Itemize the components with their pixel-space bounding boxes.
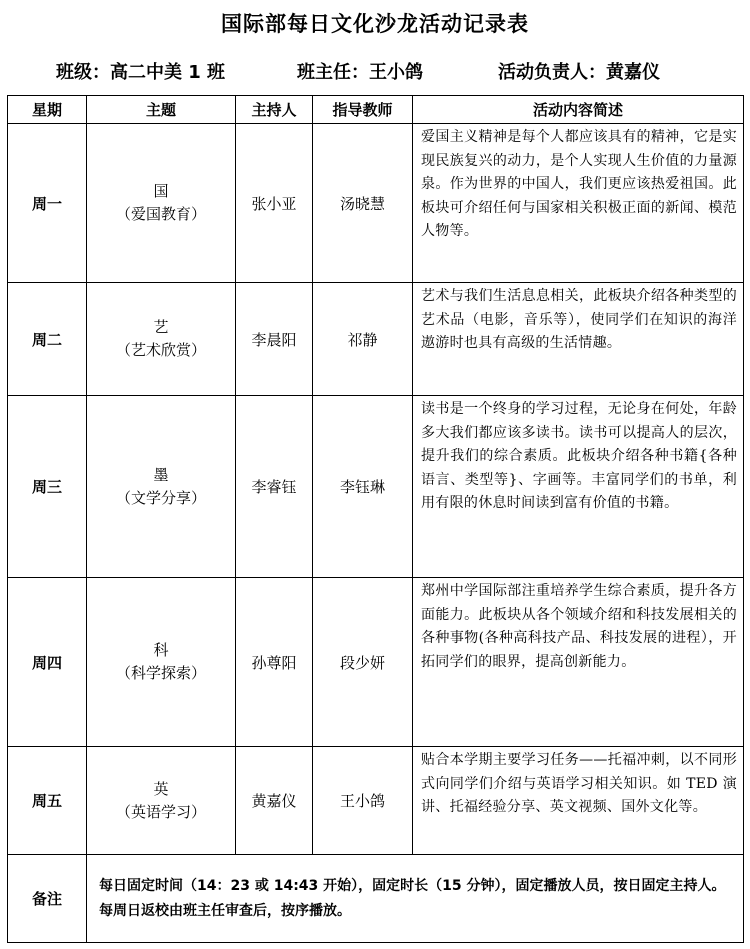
advisor-cell: 王小鸽	[313, 747, 413, 855]
host-cell: 黄嘉仪	[236, 747, 313, 855]
header-host: 主持人	[236, 96, 313, 124]
topic-cell	[87, 747, 236, 855]
host-cell: 张小亚	[236, 124, 313, 283]
note-text: 每日固定时间（14：23 或 14:43 开始），固定时长（15 分钟），固定播放人员，按日固定主持人。每周日返校由班主任审查后，按序播放。	[87, 855, 744, 943]
table-row	[8, 578, 744, 747]
host-cell: 李晨阳	[236, 283, 313, 396]
advisor-cell: 汤晓慧	[313, 124, 413, 283]
weekday-cell: 周二	[8, 283, 87, 396]
topic-title: 艺	[153, 318, 169, 336]
activity-leader-label: 活动负责人：黄嘉仪	[498, 62, 660, 83]
note-label: 备注	[8, 855, 87, 943]
topic-title: 英	[153, 779, 169, 798]
advisor-cell: 段少妍	[313, 578, 413, 747]
advisor-cell: 李钰琳	[313, 396, 413, 578]
note-row	[8, 855, 744, 943]
head-teacher-label: 班主任：王小鸽	[297, 62, 423, 83]
description-cell: 爱国主义精神是每个人都应该具有的精神，它是实现民族复兴的动力，是个人实现人生价值的力量源泉。作为世界的中国人，我们更应该热爱祖国。此板块可介绍任何与国家相关积极正面的新闻、模范人物等。	[413, 124, 744, 283]
table-header-row	[8, 96, 744, 124]
weekday-cell: 周五	[8, 747, 87, 855]
topic-subtitle: （文学分享）	[115, 488, 206, 507]
table-row	[8, 396, 744, 578]
host-cell: 李睿钰	[236, 396, 313, 578]
topic-subtitle: （英语学习）	[115, 802, 206, 821]
activity-record-table	[7, 95, 744, 943]
table-row	[8, 283, 744, 396]
advisor-cell: 祁静	[313, 283, 413, 396]
header-advisor: 指导教师	[313, 96, 413, 124]
topic-cell	[87, 124, 236, 283]
topic-cell	[87, 283, 236, 396]
weekday-cell: 周四	[8, 578, 87, 747]
topic-cell	[87, 578, 236, 747]
topic-subtitle: （艺术欣赏）	[115, 341, 206, 359]
topic-title: 科	[153, 641, 169, 659]
host-cell: 孙尊阳	[236, 578, 313, 747]
header-topic: 主题	[87, 96, 236, 124]
description-cell: 郑州中学国际部注重培养学生综合素质，提升各方面能力。此板块从各个领域介绍和科技发展相关的各种事物(各种高科技产品、科技发展的进程），开拓同学们的眼界，提高创新能力。	[413, 578, 744, 747]
table-row	[8, 124, 744, 283]
header-weekday: 星期	[8, 96, 87, 124]
weekday-cell: 周一	[8, 124, 87, 283]
description-cell: 读书是一个终身的学习过程，无论身在何处，年龄多大我们都应该多读书。读书可以提高人的层次，提升我们的综合素质。此板块介绍各种书籍{各种语言、类型等}、字画等。丰富同学们的书单，利用有限的休息时间读到富有价值的书籍。	[413, 396, 744, 578]
topic-subtitle: （爱国教育）	[115, 205, 206, 223]
description-cell: 艺术与我们生活息息相关，此板块介绍各种类型的艺术品（电影，音乐等），使同学们在知识的海洋遨游时也具有高级的生活情趣。	[413, 283, 744, 396]
topic-cell	[87, 396, 236, 578]
page-title: 国际部每日文化沙龙活动记录表	[221, 12, 529, 36]
topic-subtitle: （科学探索）	[115, 664, 206, 682]
header-description: 活动内容简述	[413, 96, 744, 124]
table-row	[8, 747, 744, 855]
class-label: 班级：高二中美 1 班	[56, 62, 226, 83]
description-cell: 贴合本学期主要学习任务——托福冲刺，以不同形式向同学们介绍与英语学习相关知识。如 TED 演讲、托福经验分享、英文视频、国外文化等。	[413, 747, 744, 855]
topic-title: 国	[153, 182, 169, 200]
topic-title: 墨	[153, 465, 169, 484]
weekday-cell: 周三	[8, 396, 87, 578]
